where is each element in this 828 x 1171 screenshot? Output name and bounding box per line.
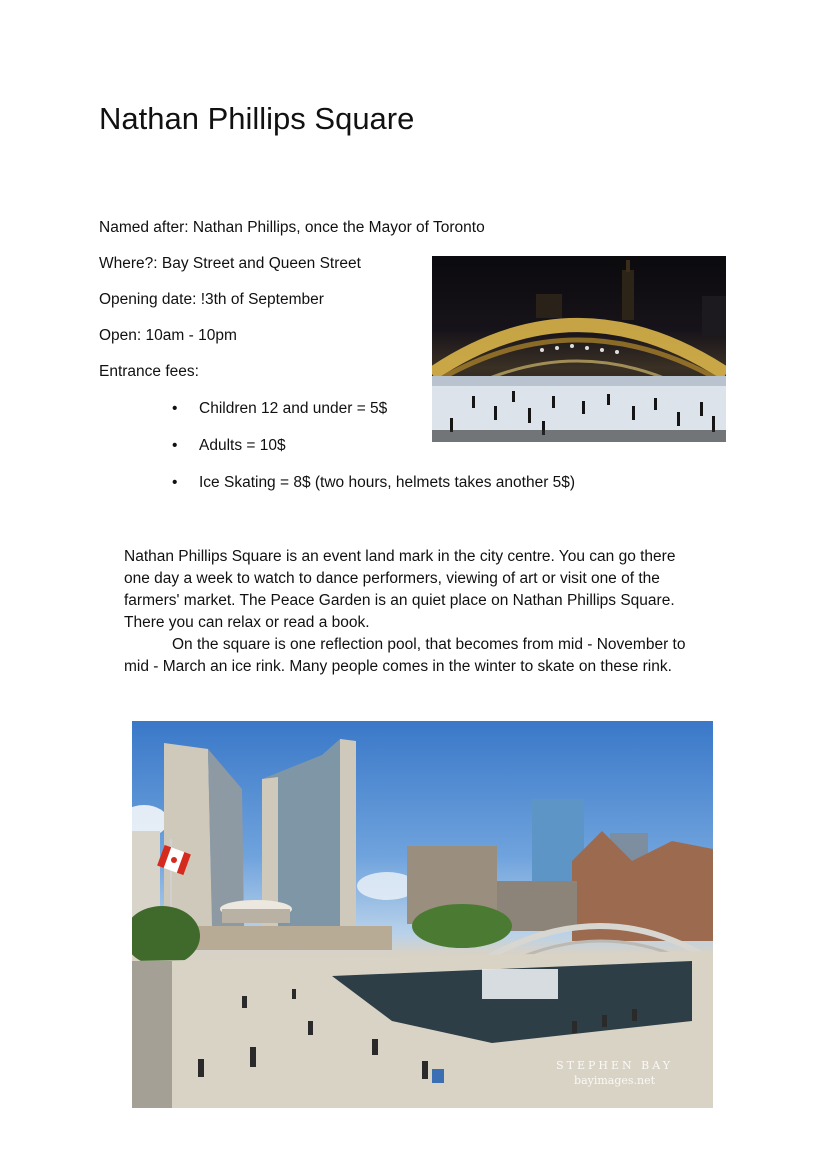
fee-item-text: Ice Skating = 8$ (two hours, helmets takes another 5$) — [199, 474, 576, 491]
ice-rink-night-illustration — [432, 256, 726, 442]
fee-item-text: Adults = 10$ — [199, 437, 286, 454]
fee-item — [172, 400, 387, 418]
named-after-line: Named after: Nathan Phillips, once the Mayor of Toronto — [99, 219, 485, 236]
location-line: Where?: Bay Street and Queen Street — [99, 255, 361, 272]
photo-watermark-site: bayimages.net — [574, 1074, 656, 1087]
bullet-icon: • — [172, 437, 178, 454]
page-title: Nathan Phillips Square — [99, 101, 415, 136]
opening-date-line: Opening date: !3th of September — [99, 291, 324, 308]
ice-rink-night-photo — [432, 256, 726, 442]
fee-item-text: Children 12 and under = 5$ — [199, 400, 388, 417]
bullet-icon: • — [172, 400, 178, 417]
entrance-fees-label: Entrance fees: — [99, 363, 199, 380]
description-line: mid - March an ice rink. Many people comes in the winter to skate on these rink. — [124, 658, 672, 675]
description-line: one day a week to watch to dance performers, viewing of art or visit one of the — [124, 570, 660, 587]
city-hall-day-photo — [132, 721, 713, 1108]
photo-watermark-brand: STEPHEN BAY — [556, 1059, 673, 1072]
city-hall-illustration — [132, 721, 713, 1108]
fee-item — [172, 437, 286, 455]
photo-watermark — [556, 1058, 673, 1088]
description-line-text: On the square is one reflection pool, that becomes from mid - November to — [172, 636, 686, 653]
description-line: Nathan Phillips Square is an event land mark in the city centre. You can go there — [124, 548, 676, 565]
opening-hours-line: Open: 10am - 10pm — [99, 327, 237, 344]
description-line — [124, 634, 734, 656]
bullet-icon: • — [172, 474, 178, 491]
description-line: There you can relax or read a book. — [124, 614, 370, 631]
fee-item — [172, 474, 575, 492]
description-line: farmers' market. The Peace Garden is an quiet place on Nathan Phillips Square. — [124, 592, 675, 609]
